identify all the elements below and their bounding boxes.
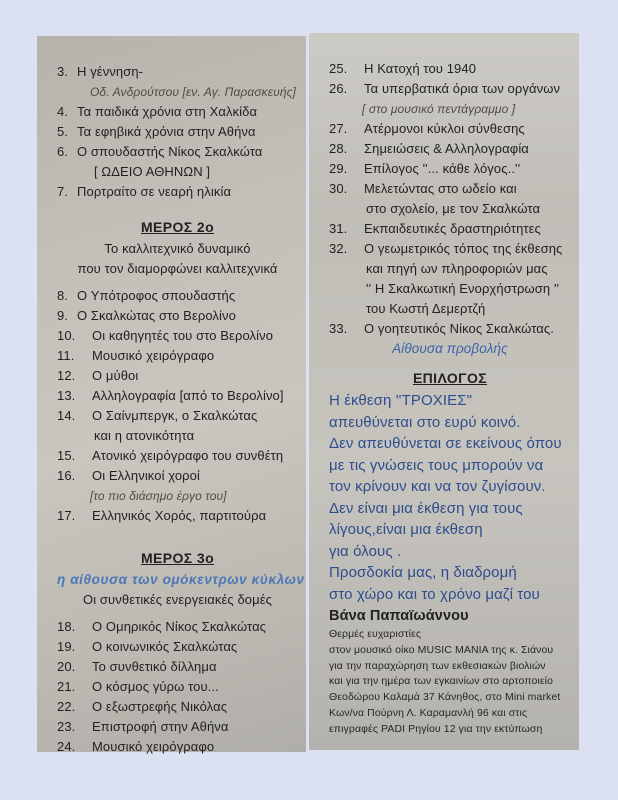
toc-item <box>57 617 298 637</box>
line-blue-lg: στο χώρο και το χρόνο μαζί του <box>329 585 540 603</box>
line-bracket: [ στο μουσικό πεντάγραμμο ] <box>362 102 516 116</box>
item-text: Ο γοητευτικός Νίκος Σκαλκώτας. <box>364 321 554 336</box>
line-bold: Βάνα Παπαϊωάννου <box>329 608 469 624</box>
item-number: 17. <box>57 508 76 523</box>
item-number: 18. <box>57 619 76 634</box>
toc-item <box>57 326 298 346</box>
line-cont: και πηγή ων πληροφοριών μας <box>366 261 548 276</box>
item-text: Σημειώσεις & Αλληλογραφία <box>364 141 529 156</box>
item-text: Μελετώντας στο ωδείο και <box>364 181 517 196</box>
item-number: 24. <box>57 739 76 754</box>
line-heading: ΕΠΙΛΟΓΟΣ <box>412 370 488 386</box>
item-text: Ατονικό χειρόγραφο του συνθέτη <box>92 448 284 463</box>
item-text: Εκπαιδευτικές δραστηριότητες <box>364 221 541 236</box>
line-subtitle: Το καλλιτεχνικό δυναμικό <box>104 241 251 256</box>
item-text: Ο Ομηρικός Νίκος Σκαλκώτας <box>92 619 267 634</box>
item-number: 19. <box>57 639 76 654</box>
toc-item <box>57 637 298 657</box>
item-number: 14. <box>57 408 76 423</box>
item-number: 26. <box>329 81 348 96</box>
item-number: 20. <box>57 659 76 674</box>
item-text: Ο εξωστρεφής Νικόλας <box>92 699 228 714</box>
item-text: Ο Υπότροφος σπουδαστής <box>77 288 236 303</box>
left-column-lines <box>57 62 305 757</box>
item-text: Επιστροφή στην Αθήνα <box>92 719 229 734</box>
item-number: 9. <box>57 308 69 323</box>
line-gap-sm <box>57 610 298 617</box>
toc-item <box>57 346 298 366</box>
item-number: 7. <box>57 184 69 199</box>
toc-item <box>57 366 298 386</box>
item-number: 5. <box>57 124 69 139</box>
item-text: Επίλογος ''... κάθε λόγος..'' <box>364 161 521 176</box>
item-number: 3. <box>57 64 69 79</box>
toc-item <box>329 59 571 79</box>
toc-item <box>329 239 571 259</box>
toc-item <box>57 386 298 406</box>
item-text: Ο Σκαλκώτας στο Βερολίνο <box>77 308 236 323</box>
line-cont: [ ΩΔΕΙΟ ΑΘΗΝΩΝ ] <box>94 164 211 179</box>
item-text: Το συνθετικό δίλλημα <box>92 659 217 674</box>
item-number: 8. <box>57 288 69 303</box>
item-number: 13. <box>57 388 76 403</box>
line-small: Θερμές ευχαριστίες <box>329 628 422 640</box>
line-gap <box>57 526 298 539</box>
line-gap-sm <box>329 359 571 366</box>
line-small: στον μουσικό οίκο MUSIC MANIA της κ. Σιάνου <box>329 643 554 656</box>
toc-item <box>329 159 571 179</box>
item-text: Ο κόσμος γύρω του... <box>92 679 219 694</box>
item-number: 16. <box>57 468 76 483</box>
item-text: Τα παιδικά χρόνια στη Χαλκίδα <box>77 104 258 119</box>
item-number: 30. <box>329 181 348 196</box>
line-gap-sm <box>57 279 298 286</box>
line-bracket: [το πιο διάσημο έργο του] <box>90 489 227 503</box>
item-text: Αλληλογραφία [από το Βερολίνο] <box>92 388 284 403</box>
line-bracket: Οδ. Ανδρούτσου [εν. Αγ. Παρασκευής] <box>90 85 296 99</box>
toc-item <box>329 319 571 339</box>
line-gap-sm <box>57 539 298 546</box>
line-cont: στο σχολείο, με τον Σκαλκώτα <box>366 201 541 216</box>
item-text: Πορτραίτο σε νεαρή ηλικία <box>77 184 232 199</box>
item-text: Ελληνικός Χορός, παρτιτούρα <box>92 508 267 523</box>
item-number: 6. <box>57 144 69 159</box>
line-fancy: η αίθουσα των ομόκεντρων κύκλων <box>57 572 305 587</box>
item-text: Η Κατοχή του 1940 <box>364 61 477 76</box>
line-blue-lg: Προσδοκία μας, η διαδρομή <box>329 564 517 581</box>
line-cont: του Κωστή Δεμερτζή <box>366 301 486 316</box>
line-gap <box>57 202 298 215</box>
toc-item <box>329 119 571 139</box>
toc-item <box>57 677 298 697</box>
toc-item <box>57 182 298 202</box>
toc-item <box>329 139 571 159</box>
line-blue-lg: Η έκθεση ''ΤΡΟΧΙΕΣ" <box>329 392 473 409</box>
line-small: Θεοδώρου Καλαμά 37 Κάνηθος, στο Mini market <box>329 691 561 704</box>
toc-item <box>57 466 298 486</box>
line-blue-lg: απευθύνεται στο ευρύ κοινό. <box>329 413 521 431</box>
item-number: 27. <box>329 121 348 136</box>
toc-item <box>57 306 298 326</box>
toc-item <box>57 657 298 677</box>
line-blue-lg: τον κρίνουν και να τον ζυγίσουν. <box>329 478 546 495</box>
item-text: Οι Ελληνικοί χοροί <box>92 468 200 483</box>
line-small: επιγραφές PADI Ρηγίου 12 για την εκτύπωση <box>329 722 543 735</box>
item-number: 25. <box>329 61 348 76</box>
item-number: 29. <box>329 161 348 176</box>
item-text: Η γέννηση- <box>77 64 144 79</box>
item-number: 32. <box>329 241 348 256</box>
line-small: για την παραχώρηση των εκθεσιακών βιολιών <box>329 659 546 672</box>
toc-item <box>57 62 298 82</box>
toc-item <box>57 286 298 306</box>
line-blue-lg: λίγους,είναι μια έκθεση <box>329 521 483 538</box>
item-text: Οι καθηγητές του στο Βερολίνο <box>92 328 274 343</box>
toc-item <box>329 79 571 99</box>
item-number: 10. <box>57 328 76 343</box>
item-text: Ο σπουδαστής Νίκος Σκαλκώτα <box>77 144 263 159</box>
line-blue-lg: για όλους . <box>329 542 402 560</box>
item-number: 23. <box>57 719 76 734</box>
item-text: Ατέρμονοι κύκλοι σύνθεσης <box>364 121 525 136</box>
item-number: 33. <box>329 321 348 336</box>
line-cont: και η ατονικότητα <box>94 428 195 443</box>
line-blue-lg: Δεν είναι μια έκθεση για τους <box>329 499 523 517</box>
item-number: 15. <box>57 448 76 463</box>
item-text: Μουσικό χειρόγραφο <box>92 739 215 754</box>
item-text: Μουσικό χειρόγραφο <box>92 348 215 363</box>
toc-item <box>57 717 298 737</box>
item-text: Τα υπερβατικά όρια των οργάνων <box>364 81 561 96</box>
line-subtitle: Οι συνθετικές ενεργειακές δομές <box>83 592 272 607</box>
right-column <box>309 33 579 750</box>
item-number: 4. <box>57 104 69 119</box>
item-text: Ο κοινωνικός Σκαλκώτας <box>92 639 238 654</box>
item-text: Ο Σαίνμπεργκ, ο Σκαλκώτας <box>92 408 258 423</box>
item-text: Ο μύθοι <box>92 368 139 383</box>
item-number: 11. <box>57 348 75 363</box>
toc-item <box>57 697 298 717</box>
left-column <box>37 36 306 752</box>
toc-item <box>329 179 571 199</box>
item-number: 22. <box>57 699 76 714</box>
line-blue-center: Αίθουσα προβολής <box>392 341 508 356</box>
toc-item <box>57 142 298 162</box>
line-subtitle: που τον διαμορφώνει καλλιτεχνικά <box>77 261 278 276</box>
line-blue-lg: Δεν απευθύνεται σε εκείνους όπου <box>329 435 562 452</box>
item-number: 21. <box>57 679 76 694</box>
line-heading: ΜΕΡΟΣ 2ο <box>140 219 215 235</box>
item-number: 12. <box>57 368 76 383</box>
line-heading: ΜΕΡΟΣ 3ο <box>140 550 215 566</box>
line-small: Κων/να Πούρνη Λ. Καραμανλή 96 και στις <box>329 706 528 719</box>
item-number: 28. <box>329 141 348 156</box>
toc-item <box>57 102 298 122</box>
right-column-lines <box>329 59 571 738</box>
toc-item <box>57 122 298 142</box>
item-text: Τα εφηβικά χρόνια στην Αθήνα <box>77 124 256 139</box>
toc-item <box>57 506 298 526</box>
toc-item <box>329 219 571 239</box>
line-blue-lg: με τις γνώσεις τους μπορούν να <box>329 456 544 474</box>
toc-item <box>57 446 298 466</box>
item-number: 31. <box>329 221 348 236</box>
toc-item <box>57 737 298 757</box>
line-cont: '' Η Σκαλκωτική Ενορχήστρωση '' <box>366 281 560 296</box>
line-small: και για την ημέρα των εγκαινίων στο αρτοποιείο <box>329 675 554 688</box>
toc-item <box>57 406 298 426</box>
item-text: Ο γεωμετρικός τόπος της έκθεσης <box>364 241 563 256</box>
